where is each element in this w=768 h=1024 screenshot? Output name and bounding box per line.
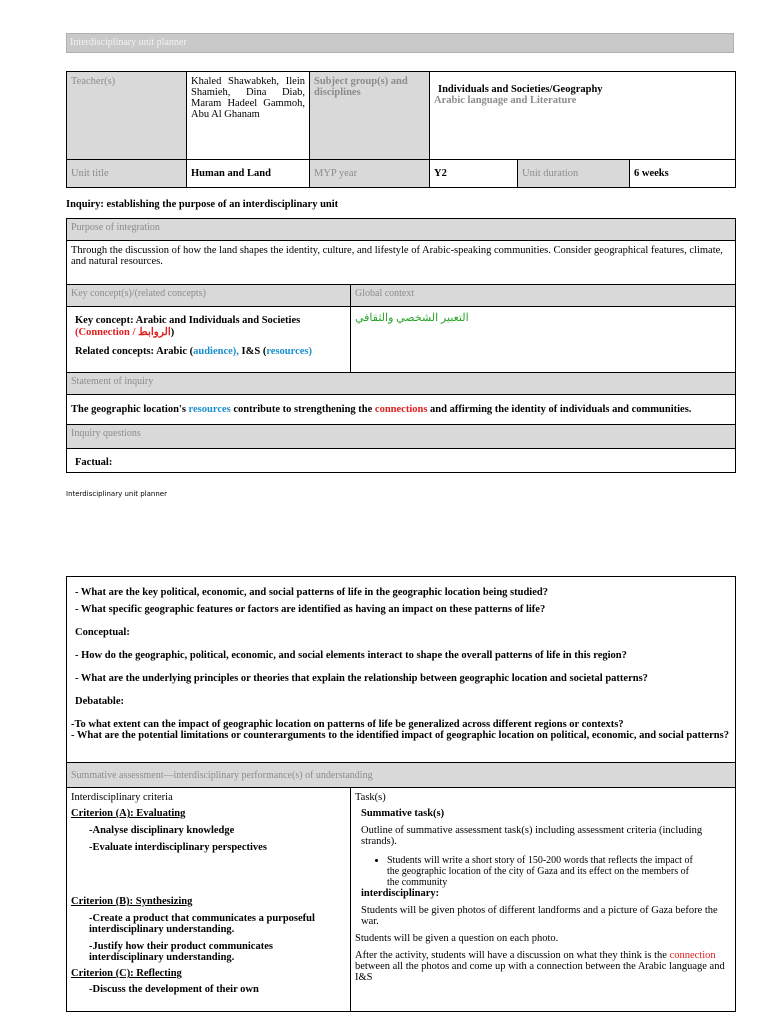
- statement-text: [67, 395, 736, 425]
- myp-year-value: Y2: [430, 160, 518, 188]
- inquiry-heading: Inquiry: establishing the purpose of an interdisciplinary unit: [66, 199, 339, 210]
- statement-part1: The geographic location's: [71, 404, 189, 415]
- conceptual-label: Conceptual:: [75, 627, 130, 638]
- criterion-a: Criterion (A): Evaluating: [71, 808, 186, 819]
- resources-text: resources): [266, 346, 313, 357]
- conceptual-q1: - How do the geographic, political, economic, and social elements interact to shape the overall patterns of life in this region?: [75, 650, 627, 661]
- key-concepts-cell: [67, 307, 351, 373]
- summative-label: Summative assessment—interdisciplinary performance(s) of understanding: [67, 763, 736, 788]
- criterion-c1: -Discuss the development of their own: [89, 984, 259, 995]
- subject-value: [430, 72, 736, 160]
- unit-title-value: Human and Land: [187, 160, 310, 188]
- duration-label: Unit duration: [518, 160, 630, 188]
- subject-main: Individuals and Societies/Geography: [438, 84, 603, 95]
- global-context-label: Global context: [351, 285, 736, 307]
- conceptual-q2: - What are the underlying principles or theories that explain the relationship between geographic location and societal patterns?: [75, 673, 648, 684]
- debatable-q1: -To what extent can the impact of geographic location on patterns of life be generalized across different regions or contexts?: [71, 719, 624, 730]
- global-context-value: التعبير الشخصي والثقافي: [355, 312, 469, 324]
- inquiry-questions-label: Inquiry questions: [67, 425, 736, 449]
- summative-task-label: Summative task(s): [361, 808, 445, 819]
- inquiry-table: [66, 218, 736, 473]
- myp-year-label: MYP year: [310, 160, 430, 188]
- header-table: [66, 71, 736, 188]
- criterion-b1: -Create a product that communicates a purposeful interdisciplinary understanding.: [89, 913, 315, 935]
- story-task: • Students will write a short story of 150-200 words that reflects the impact of the geographic location of the city of Gaza and its effect on the members of the community: [387, 855, 731, 888]
- outline-text: Outline of summative assessment task(s) including assessment criteria (including strands).: [361, 825, 703, 847]
- key-concept-line: Key concept: Arabic and Individuals and Societies: [75, 315, 301, 326]
- debatable-q2: - What are the potential limitations or counterarguments to the identified impact of geographic location on political, economic, and social patterns?: [71, 730, 729, 741]
- criteria-cell: [67, 788, 351, 1012]
- purpose-text: Through the discussion of how the land shapes the identity, culture, and lifestyle of Arabic-speaking communities. Consider geographical features, climate, and natural resources.: [67, 241, 736, 285]
- criterion-c: Criterion (C): Reflecting: [71, 968, 182, 979]
- tasks-cell: [351, 788, 736, 1012]
- task-bullets: [355, 855, 731, 888]
- global-context-cell: [351, 307, 736, 373]
- after-part2: between all the photos and come up with a connection between the Arabic language and I&S: [355, 961, 725, 983]
- tasks-label: Task(s): [355, 792, 386, 803]
- questions-cell: [67, 577, 736, 763]
- criteria-label: Interdisciplinary criteria: [71, 792, 173, 803]
- purpose-label: Purpose of integration: [67, 219, 736, 241]
- subject-sub: Arabic language and Literature: [434, 95, 577, 106]
- teachers-value: Khaled Shawabkeh, Ilein Shamieh, Dina Diab, Maram Hadeel Gammoh, Abu Al Ghanam: [187, 72, 310, 160]
- subject-label: Subject group(s) and disciplines: [310, 72, 430, 160]
- statement-part3: and affirming the identity of individuals and communities.: [427, 404, 692, 415]
- after-connection: connection: [669, 950, 716, 961]
- unit-title-label: Unit title: [67, 160, 187, 188]
- question-text: Students will be given a question on each photo.: [355, 933, 559, 944]
- connection-text: (Connection / الروابط: [75, 327, 171, 338]
- interdisciplinary-label: interdisciplinary:: [361, 888, 440, 899]
- criterion-b2: -Justify how their product communicates interdisciplinary understanding.: [89, 941, 273, 963]
- related-mid: I&S (: [238, 346, 267, 357]
- connection-close: ): [170, 327, 175, 338]
- page2-table: [66, 576, 736, 1012]
- key-connection-line: [75, 326, 342, 338]
- criterion-a2: -Evaluate interdisciplinary perspectives: [89, 842, 267, 853]
- after-activity-text: [355, 950, 731, 983]
- criterion-a1: -Analyse disciplinary knowledge: [89, 825, 235, 836]
- factual-q1: - What are the key political, economic, and social patterns of life in the geographic location being studied?: [75, 587, 548, 598]
- audience-text: audience),: [193, 346, 239, 357]
- related-prefix: Related concepts: Arabic (: [75, 346, 194, 357]
- after-part1: After the activity, students will have a discussion on what they think is the: [355, 950, 670, 961]
- factual-label: Factual:: [67, 449, 736, 473]
- debatable-label: Debatable:: [75, 696, 124, 707]
- teacher-label: Teacher(s): [67, 72, 187, 160]
- duration-value: 6 weeks: [630, 160, 736, 188]
- planner-banner: Interdisciplinary unit planner: [66, 33, 734, 53]
- related-concepts-line: [75, 346, 342, 357]
- key-concepts-label: Key concept(s)/(related concepts): [67, 285, 351, 307]
- photos-text: Students will be given photos of different landforms and a picture of Gaza before the war.: [361, 905, 718, 927]
- factual-q2: - What specific geographic features or factors are identified as having an impact on these patterns of life?: [75, 604, 546, 615]
- criterion-b: Criterion (B): Synthesizing: [71, 896, 193, 907]
- page-footer: Interdisciplinary unit planner: [66, 490, 167, 498]
- statement-part2: contribute to strengthening the: [230, 404, 375, 415]
- statement-resources: resources: [188, 404, 231, 415]
- statement-label: Statement of inquiry: [67, 373, 736, 395]
- statement-connections: connections: [374, 404, 428, 415]
